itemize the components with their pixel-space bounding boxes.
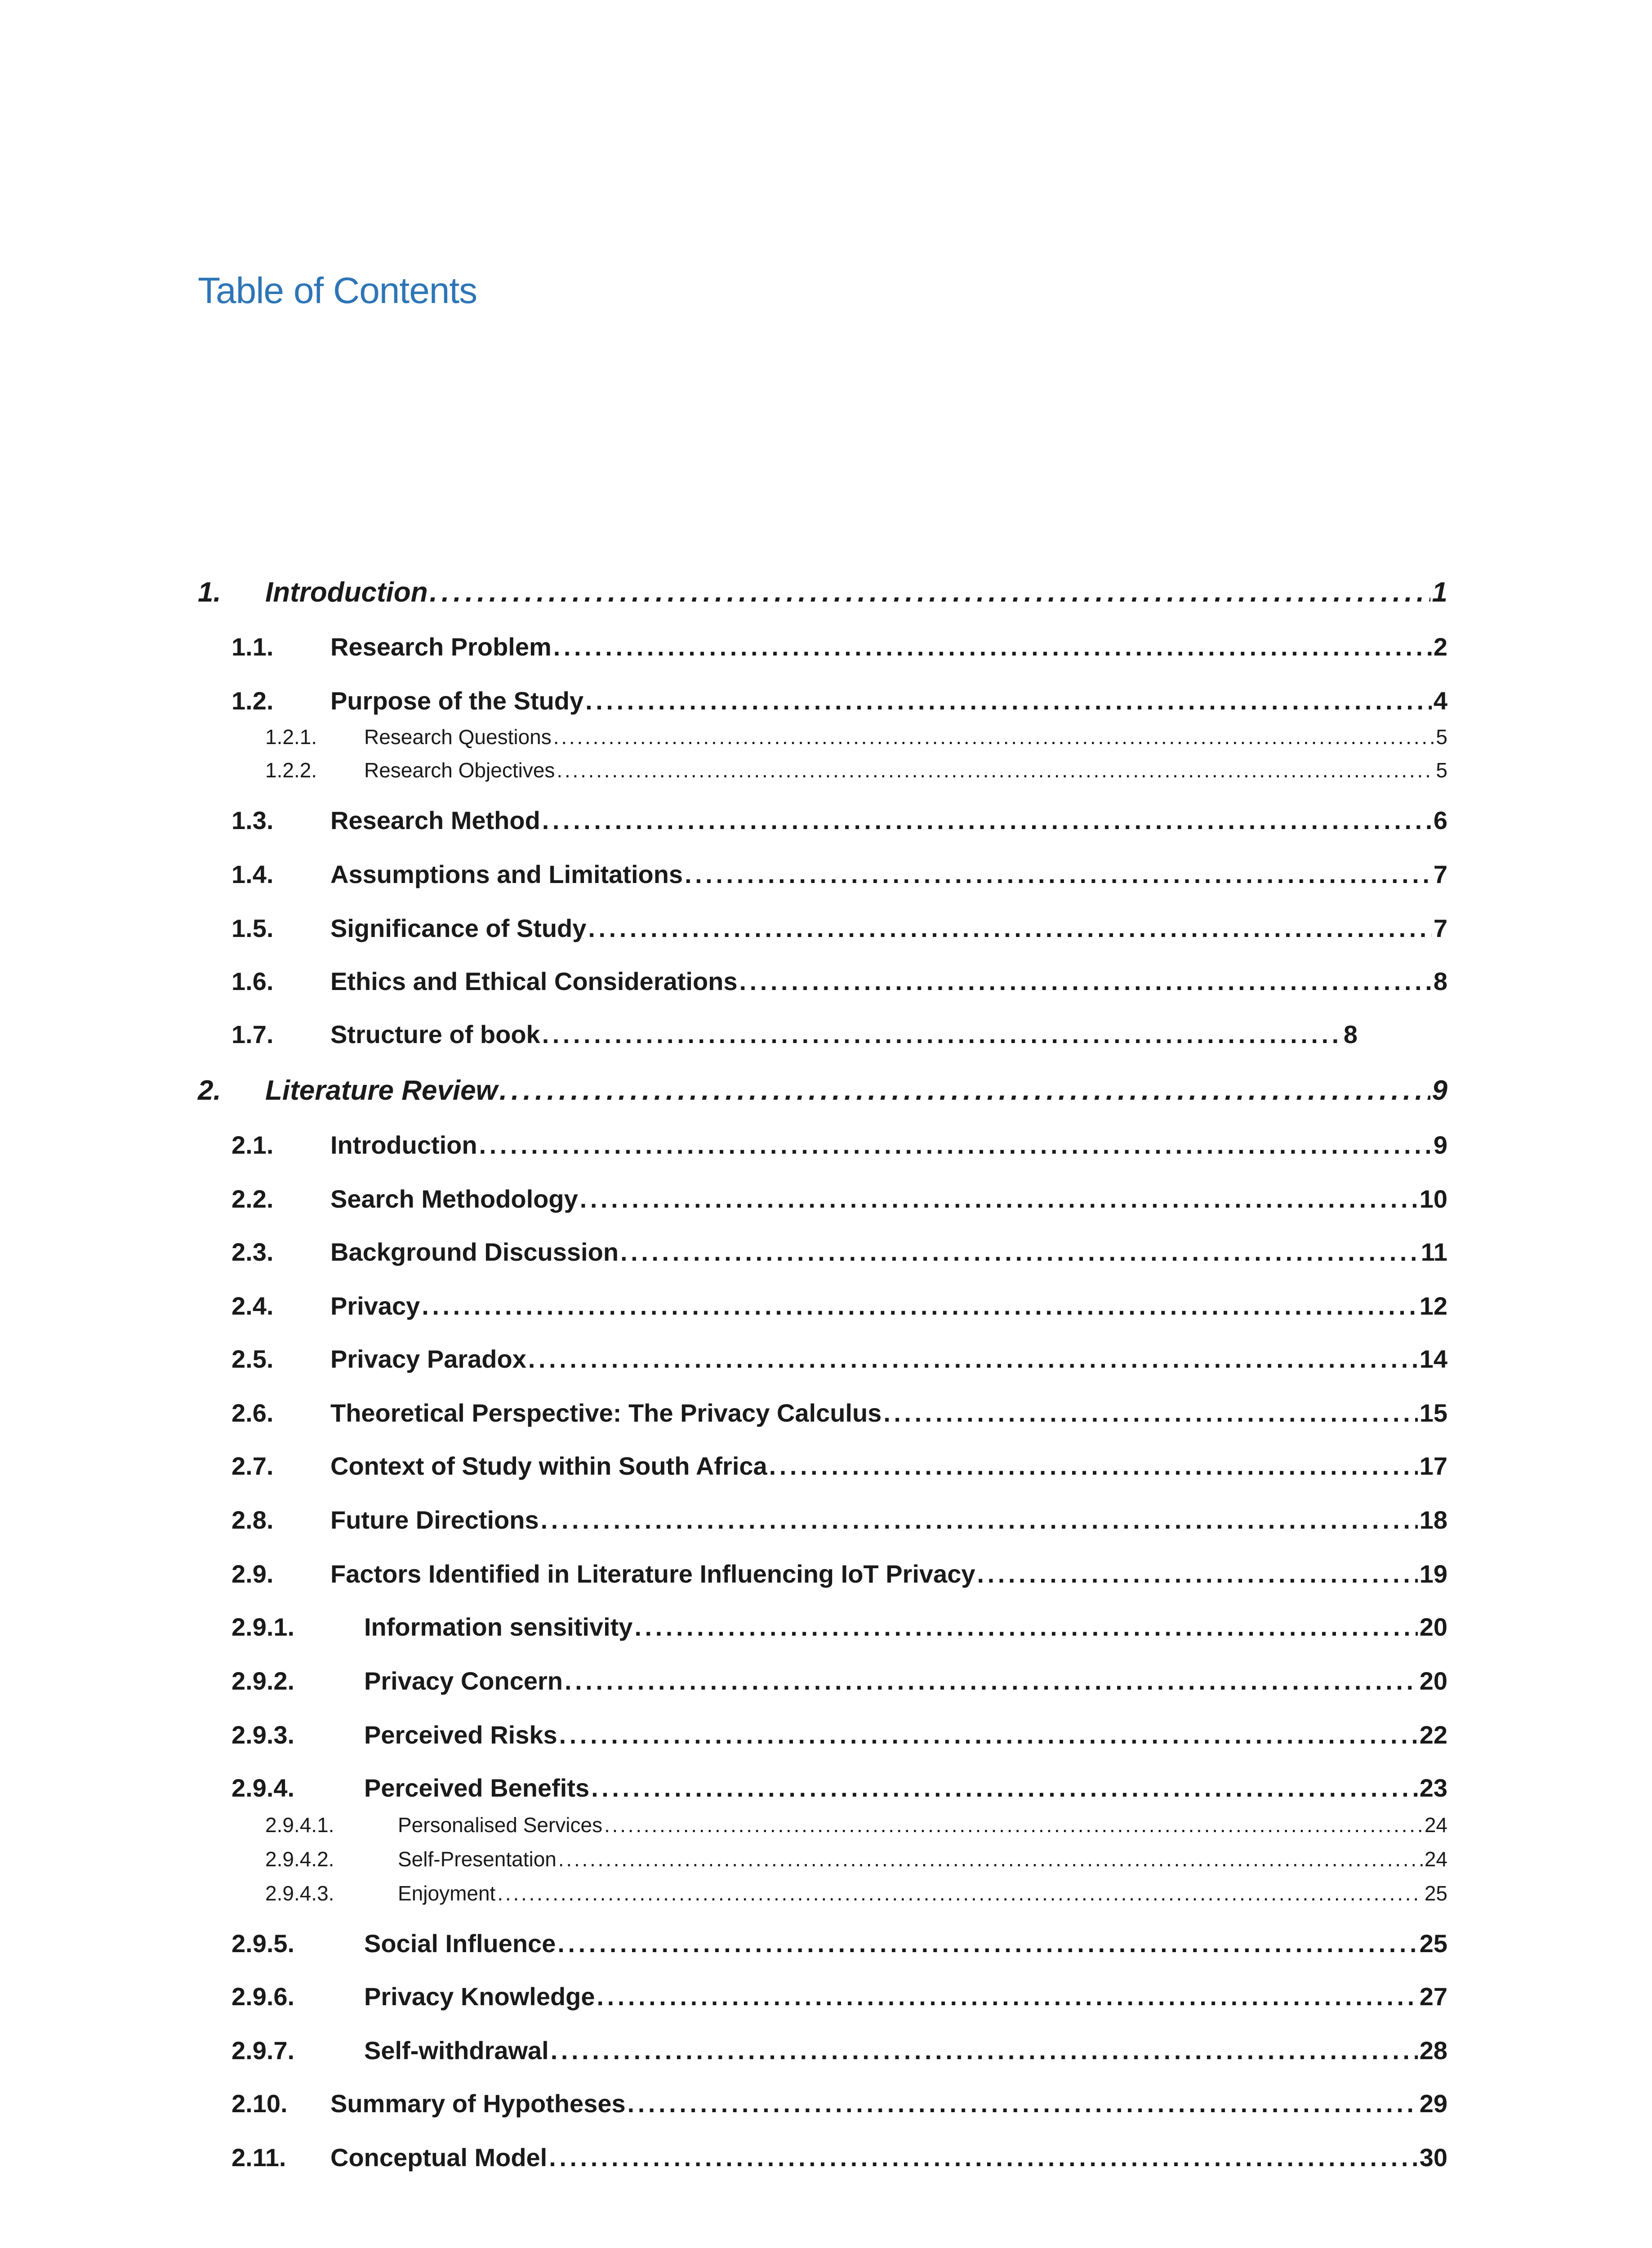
toc-number: 2.9.7. [232,2036,295,2065]
toc-number: 2.8. [232,1506,274,1534]
toc-title: Enjoyment [398,1882,496,1905]
toc-page-number: 22 [1419,1721,1447,1749]
toc-page-number: 20 [1419,1613,1447,1641]
toc-title: Perceived Benefits [364,1774,590,1802]
toc-number: 1.7. [232,1020,274,1048]
dot-leader [479,1130,1432,1160]
toc-number: 2.9.4.3. [265,1882,334,1905]
toc-title: Introduction [265,577,428,608]
toc-number: 1.2.2. [265,758,317,782]
toc-page-number: 24 [1424,1813,1447,1837]
toc-entry-section[interactable] [232,1184,1447,1213]
toc-page-number: 9 [1433,1131,1447,1159]
dot-leader [685,860,1432,889]
toc-page-number: 14 [1419,1345,1447,1373]
toc-number: 1. [198,577,221,608]
toc-page-number: 15 [1419,1399,1447,1427]
toc-page-number: 27 [1419,1982,1447,2011]
toc-page-number: 23 [1419,1774,1447,1802]
toc-page-number: 7 [1433,860,1447,888]
dot-leader [541,1505,1418,1534]
toc-title: Research Problem [330,633,552,661]
toc-entry-section[interactable] [232,860,1447,889]
dot-leader [591,1773,1418,1802]
dot-leader [542,806,1432,835]
toc-title: Search Methodology [330,1185,578,1213]
dot-leader [557,1929,1417,1958]
toc-number: 2.9.2. [232,1667,295,1695]
toc-title: Introduction [330,1131,477,1159]
dot-leader [588,914,1431,943]
toc-page-number: 25 [1419,1929,1447,1958]
toc-number: 1.5. [232,914,274,942]
toc-page-number: 8 [1343,1020,1358,1048]
toc-title: Conceptual Model [330,2143,548,2172]
toc-number: 2.9.4.1. [265,1813,334,1837]
dot-leader [628,2089,1418,2118]
toc-title: Factors Identified in Literature Influencing IoT Privacy [330,1560,975,1588]
dot-leader [634,1612,1417,1641]
toc-number: 2.6. [232,1399,274,1427]
dot-leader [620,1237,1419,1267]
toc-entry-section[interactable] [232,967,1447,996]
toc-number: 2.7. [232,1452,274,1480]
dot-leader [565,1666,1418,1695]
toc-title: Privacy Knowledge [364,1982,595,2011]
toc-number: 2.9.6. [232,1982,295,2011]
toc-entry-subsection[interactable] [232,1666,1447,1695]
dot-leader [977,1559,1417,1588]
toc-entry-section[interactable] [232,686,1447,715]
toc-title: Purpose of the Study [330,687,584,715]
toc-entry-section[interactable] [232,914,1447,943]
toc-title: Assumptions and Limitations [330,860,683,888]
toc-number: 2.9.3. [232,1721,295,1749]
toc-number: 1.1. [232,633,274,661]
toc-page-number: 19 [1419,1560,1447,1588]
toc-number: 2. [198,1075,221,1106]
toc-title: Privacy [330,1292,420,1320]
toc-title: Self-Presentation [398,1847,557,1871]
toc-page-number: 7 [1433,914,1447,942]
toc-number: 2.4. [232,1292,274,1320]
toc-entry-section[interactable] [232,1020,1358,1049]
toc-page-number: 5 [1436,758,1447,782]
toc-number: 2.9.4.2. [265,1847,334,1871]
dot-leader [422,1291,1417,1320]
toc-page-number: 28 [1419,2036,1447,2065]
toc-title: Ethics and Ethical Considerations [330,967,738,995]
dot-leader [551,2036,1418,2065]
toc-entry-section[interactable] [232,1451,1447,1481]
toc-entry-section[interactable] [232,2089,1447,2118]
toc-title: Research Objectives [364,758,555,782]
toc-number: 1.6. [232,967,274,995]
dot-leader [739,967,1432,996]
toc-page-number: 18 [1419,1506,1447,1534]
dot-leader [604,1813,1423,1837]
toc-entry-subsubsection[interactable] [265,1847,1447,1871]
toc-title: Perceived Risks [364,1721,557,1749]
dot-leader [499,1075,1430,1106]
toc-title: Research Method [330,806,540,834]
toc-title: Literature Review [265,1075,498,1106]
toc-entry-chapter[interactable] [198,1075,1447,1106]
dot-leader [497,1881,1422,1905]
toc-number: 2.1. [232,1131,274,1159]
toc-entry-subsection[interactable] [232,1982,1447,2011]
toc-number: 2.11. [232,2143,286,2172]
toc-page-number: 20 [1419,1667,1447,1695]
toc-number: 2.9. [232,1560,274,1588]
dot-leader [585,686,1432,715]
toc-entry-section[interactable] [232,632,1447,661]
toc-title: Structure of book [330,1020,540,1048]
toc-title: Future Directions [330,1506,539,1534]
toc-entry-section[interactable] [232,1344,1447,1374]
toc-number: 2.9.4. [232,1774,295,1802]
toc-number: 2.10. [232,2089,288,2118]
toc-page-number: 6 [1433,806,1447,834]
toc-number: 2.3. [232,1238,274,1266]
dot-leader [430,576,1430,608]
toc-title: Self-withdrawal [364,2036,549,2065]
toc-page-number: 10 [1419,1185,1447,1213]
toc-number: 1.3. [232,806,274,834]
toc-entry-section[interactable] [232,1559,1447,1588]
toc-page-number: 4 [1433,687,1447,715]
toc-page-number: 12 [1419,1292,1447,1320]
toc-number: 1.2. [232,687,274,715]
toc-page-number: 25 [1424,1882,1447,1905]
toc-entry-subsection[interactable] [232,1929,1447,1958]
dot-leader [528,1344,1418,1374]
toc-entry-section[interactable] [232,1237,1447,1267]
toc-page-number: 1 [1432,577,1447,608]
toc-entry-subsection[interactable] [265,758,1447,782]
toc-entry-chapter[interactable] [198,576,1447,608]
toc-number: 1.2.1. [265,725,317,749]
toc-page-number: 17 [1419,1452,1447,1480]
dot-leader [580,1184,1418,1213]
toc-title: Privacy Concern [364,1667,563,1695]
dot-leader [559,1720,1418,1749]
dot-leader [883,1398,1417,1427]
toc-page-number: 24 [1424,1847,1447,1871]
dot-leader [769,1451,1418,1481]
toc-title: Background Discussion [330,1238,619,1266]
dot-leader [553,725,1434,749]
toc-title: Summary of Hypotheses [330,2089,626,2118]
toc-page-number: 9 [1432,1075,1447,1106]
toc-title: Research Questions [364,725,552,749]
toc-entry-subsection[interactable] [232,1773,1447,1802]
toc-entry-section[interactable] [232,1291,1447,1320]
toc-page-number: 5 [1436,725,1447,749]
toc-entry-subsection[interactable] [265,725,1447,749]
toc-entry-section[interactable] [232,2143,1447,2172]
toc-page-number: 2 [1433,633,1447,661]
dot-leader [549,2143,1417,2172]
toc-entry-section[interactable] [232,1130,1447,1160]
toc-title: Privacy Paradox [330,1345,526,1373]
toc-number: 2.2. [232,1185,274,1213]
toc-title: Context of Study within South Africa [330,1452,767,1480]
toc-page-number: 29 [1419,2089,1447,2118]
toc-entry-subsection[interactable] [232,1720,1447,1749]
toc-page-number: 30 [1419,2143,1447,2172]
toc-title: Social Influence [364,1929,556,1958]
toc-number: 2.9.5. [232,1929,295,1958]
toc-entry-subsubsection[interactable] [265,1881,1447,1905]
dot-leader [542,1020,1342,1049]
page-title: Table of Contents [198,270,477,311]
toc-page-number: 8 [1433,967,1447,995]
toc-entry-subsection[interactable] [232,1612,1447,1641]
toc-page-number: 11 [1420,1238,1447,1266]
toc-title: Significance of Study [330,914,587,942]
toc-number: 1.4. [232,860,274,888]
toc-entry-subsection[interactable] [232,2036,1447,2065]
toc-entry-section[interactable] [232,1505,1447,1534]
dot-leader [597,1982,1418,2011]
toc-title: Theoretical Perspective: The Privacy Calculus [330,1399,882,1427]
toc-title: Information sensitivity [364,1613,633,1641]
toc-entry-section[interactable] [232,1398,1447,1427]
dot-leader [558,1847,1423,1871]
toc-number: 2.9.1. [232,1613,295,1641]
toc-number: 2.5. [232,1345,274,1373]
toc-entry-section[interactable] [232,806,1447,835]
toc-entry-subsubsection[interactable] [265,1813,1447,1837]
dot-leader [553,632,1432,661]
toc-title: Personalised Services [398,1813,603,1837]
dot-leader [557,758,1434,782]
